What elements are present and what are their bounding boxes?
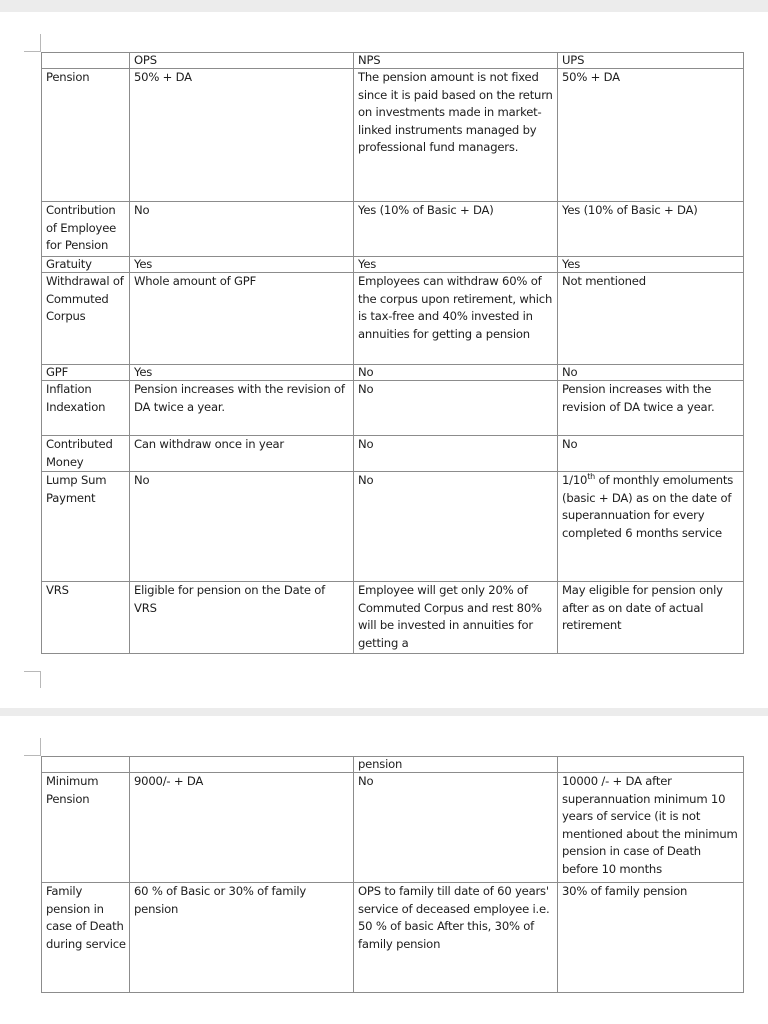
header-cell-nps: NPS	[354, 53, 558, 69]
row-label: Inflation Indexation	[42, 381, 130, 436]
continuation-cell-ups	[558, 757, 744, 773]
nps-cell: No	[354, 381, 558, 436]
nps-cell: No	[354, 773, 558, 883]
row-label: VRS	[42, 582, 130, 654]
continuation-cell-blank	[42, 757, 130, 773]
table-row	[42, 436, 744, 472]
header-cell-ops: OPS	[130, 53, 354, 69]
table-row	[42, 381, 744, 436]
row-label: Gratuity	[42, 257, 130, 273]
row-label: Withdrawal of Commuted Corpus	[42, 273, 130, 365]
table-row	[42, 582, 744, 654]
nps-cell: Yes (10% of Basic + DA)	[354, 202, 558, 257]
header-cell-ups: UPS	[558, 53, 744, 69]
ops-cell: No	[130, 472, 354, 582]
ups-cell: 50% + DA	[558, 69, 744, 202]
ups-lump-sum-text: of monthly emoluments (basic + DA) as on the date of superannuation for every completed 6 months service	[562, 473, 734, 540]
ops-cell: No	[130, 202, 354, 257]
nps-cell: No	[354, 436, 558, 472]
ops-cell: 60 % of Basic or 30% of family pension	[130, 883, 354, 993]
ops-cell: 50% + DA	[130, 69, 354, 202]
table-row	[42, 202, 744, 257]
nps-cell: The pension amount is not fixed since it is paid based on the return on investments made in market-linked instruments managed by professional fund managers.	[354, 69, 558, 202]
row-label: Pension	[42, 69, 130, 202]
continuation-cell-ops	[130, 757, 354, 773]
ups-cell: Yes (10% of Basic + DA)	[558, 202, 744, 257]
table-row	[42, 883, 744, 993]
row-label: Minimum Pension	[42, 773, 130, 883]
nps-cell: Yes	[354, 257, 558, 273]
document-page-1	[0, 12, 768, 708]
ups-cell: Yes	[558, 257, 744, 273]
ups-fraction: 1/10	[562, 473, 588, 488]
table-header-row	[42, 53, 744, 69]
table-row	[42, 69, 744, 202]
table-row	[42, 273, 744, 365]
document-page-2	[0, 716, 768, 1024]
ups-cell: Not mentioned	[558, 273, 744, 365]
continuation-row	[42, 757, 744, 773]
ups-cell: 30% of family pension	[558, 883, 744, 993]
ops-cell: Can withdraw once in year	[130, 436, 354, 472]
ups-cell	[558, 472, 744, 582]
ops-cell: Eligible for pension on the Date of VRS	[130, 582, 354, 654]
row-label: Family pension in case of Death during service	[42, 883, 130, 993]
header-cell-blank	[42, 53, 130, 69]
pension-comparison-table	[41, 52, 744, 654]
ops-cell: Pension increases with the revision of DA twice a year.	[130, 381, 354, 436]
ops-cell: Yes	[130, 257, 354, 273]
ops-cell: Yes	[130, 365, 354, 381]
nps-cell: OPS to family till date of 60 years' service of deceased employee i.e. 50 % of basic After this, 30% of family pension	[354, 883, 558, 993]
nps-cell: Employees can withdraw 60% of the corpus upon retirement, which is tax-free and 40% invested in annuities for getting a pension	[354, 273, 558, 365]
row-label: Lump Sum Payment	[42, 472, 130, 582]
nps-cell: Employee will get only 20% of Commuted Corpus and rest 80% will be invested in annuities for getting a	[354, 582, 558, 654]
ups-cell: May eligible for pension only after as on date of actual retirement	[558, 582, 744, 654]
table-row	[42, 472, 744, 582]
row-label: Contributed Money	[42, 436, 130, 472]
continuation-cell-nps: pension	[354, 757, 558, 773]
ups-cell: No	[558, 436, 744, 472]
row-label: GPF	[42, 365, 130, 381]
ops-cell: 9000/- + DA	[130, 773, 354, 883]
table-row	[42, 365, 744, 381]
row-label: Contribution of Employee for Pension	[42, 202, 130, 257]
nps-cell: No	[354, 365, 558, 381]
ups-cell: Pension increases with the revision of DA twice a year.	[558, 381, 744, 436]
nps-cell: No	[354, 472, 558, 582]
pension-comparison-table-continued	[41, 756, 744, 993]
table-row	[42, 773, 744, 883]
ups-cell: 10000 /- + DA after superannuation minimum 10 years of service (it is not mentioned about the minimum pension in case of Death before 10 months	[558, 773, 744, 883]
table-row	[42, 257, 744, 273]
ups-fraction-suffix: th	[587, 472, 596, 482]
ops-cell: Whole amount of GPF	[130, 273, 354, 365]
ups-cell: No	[558, 365, 744, 381]
